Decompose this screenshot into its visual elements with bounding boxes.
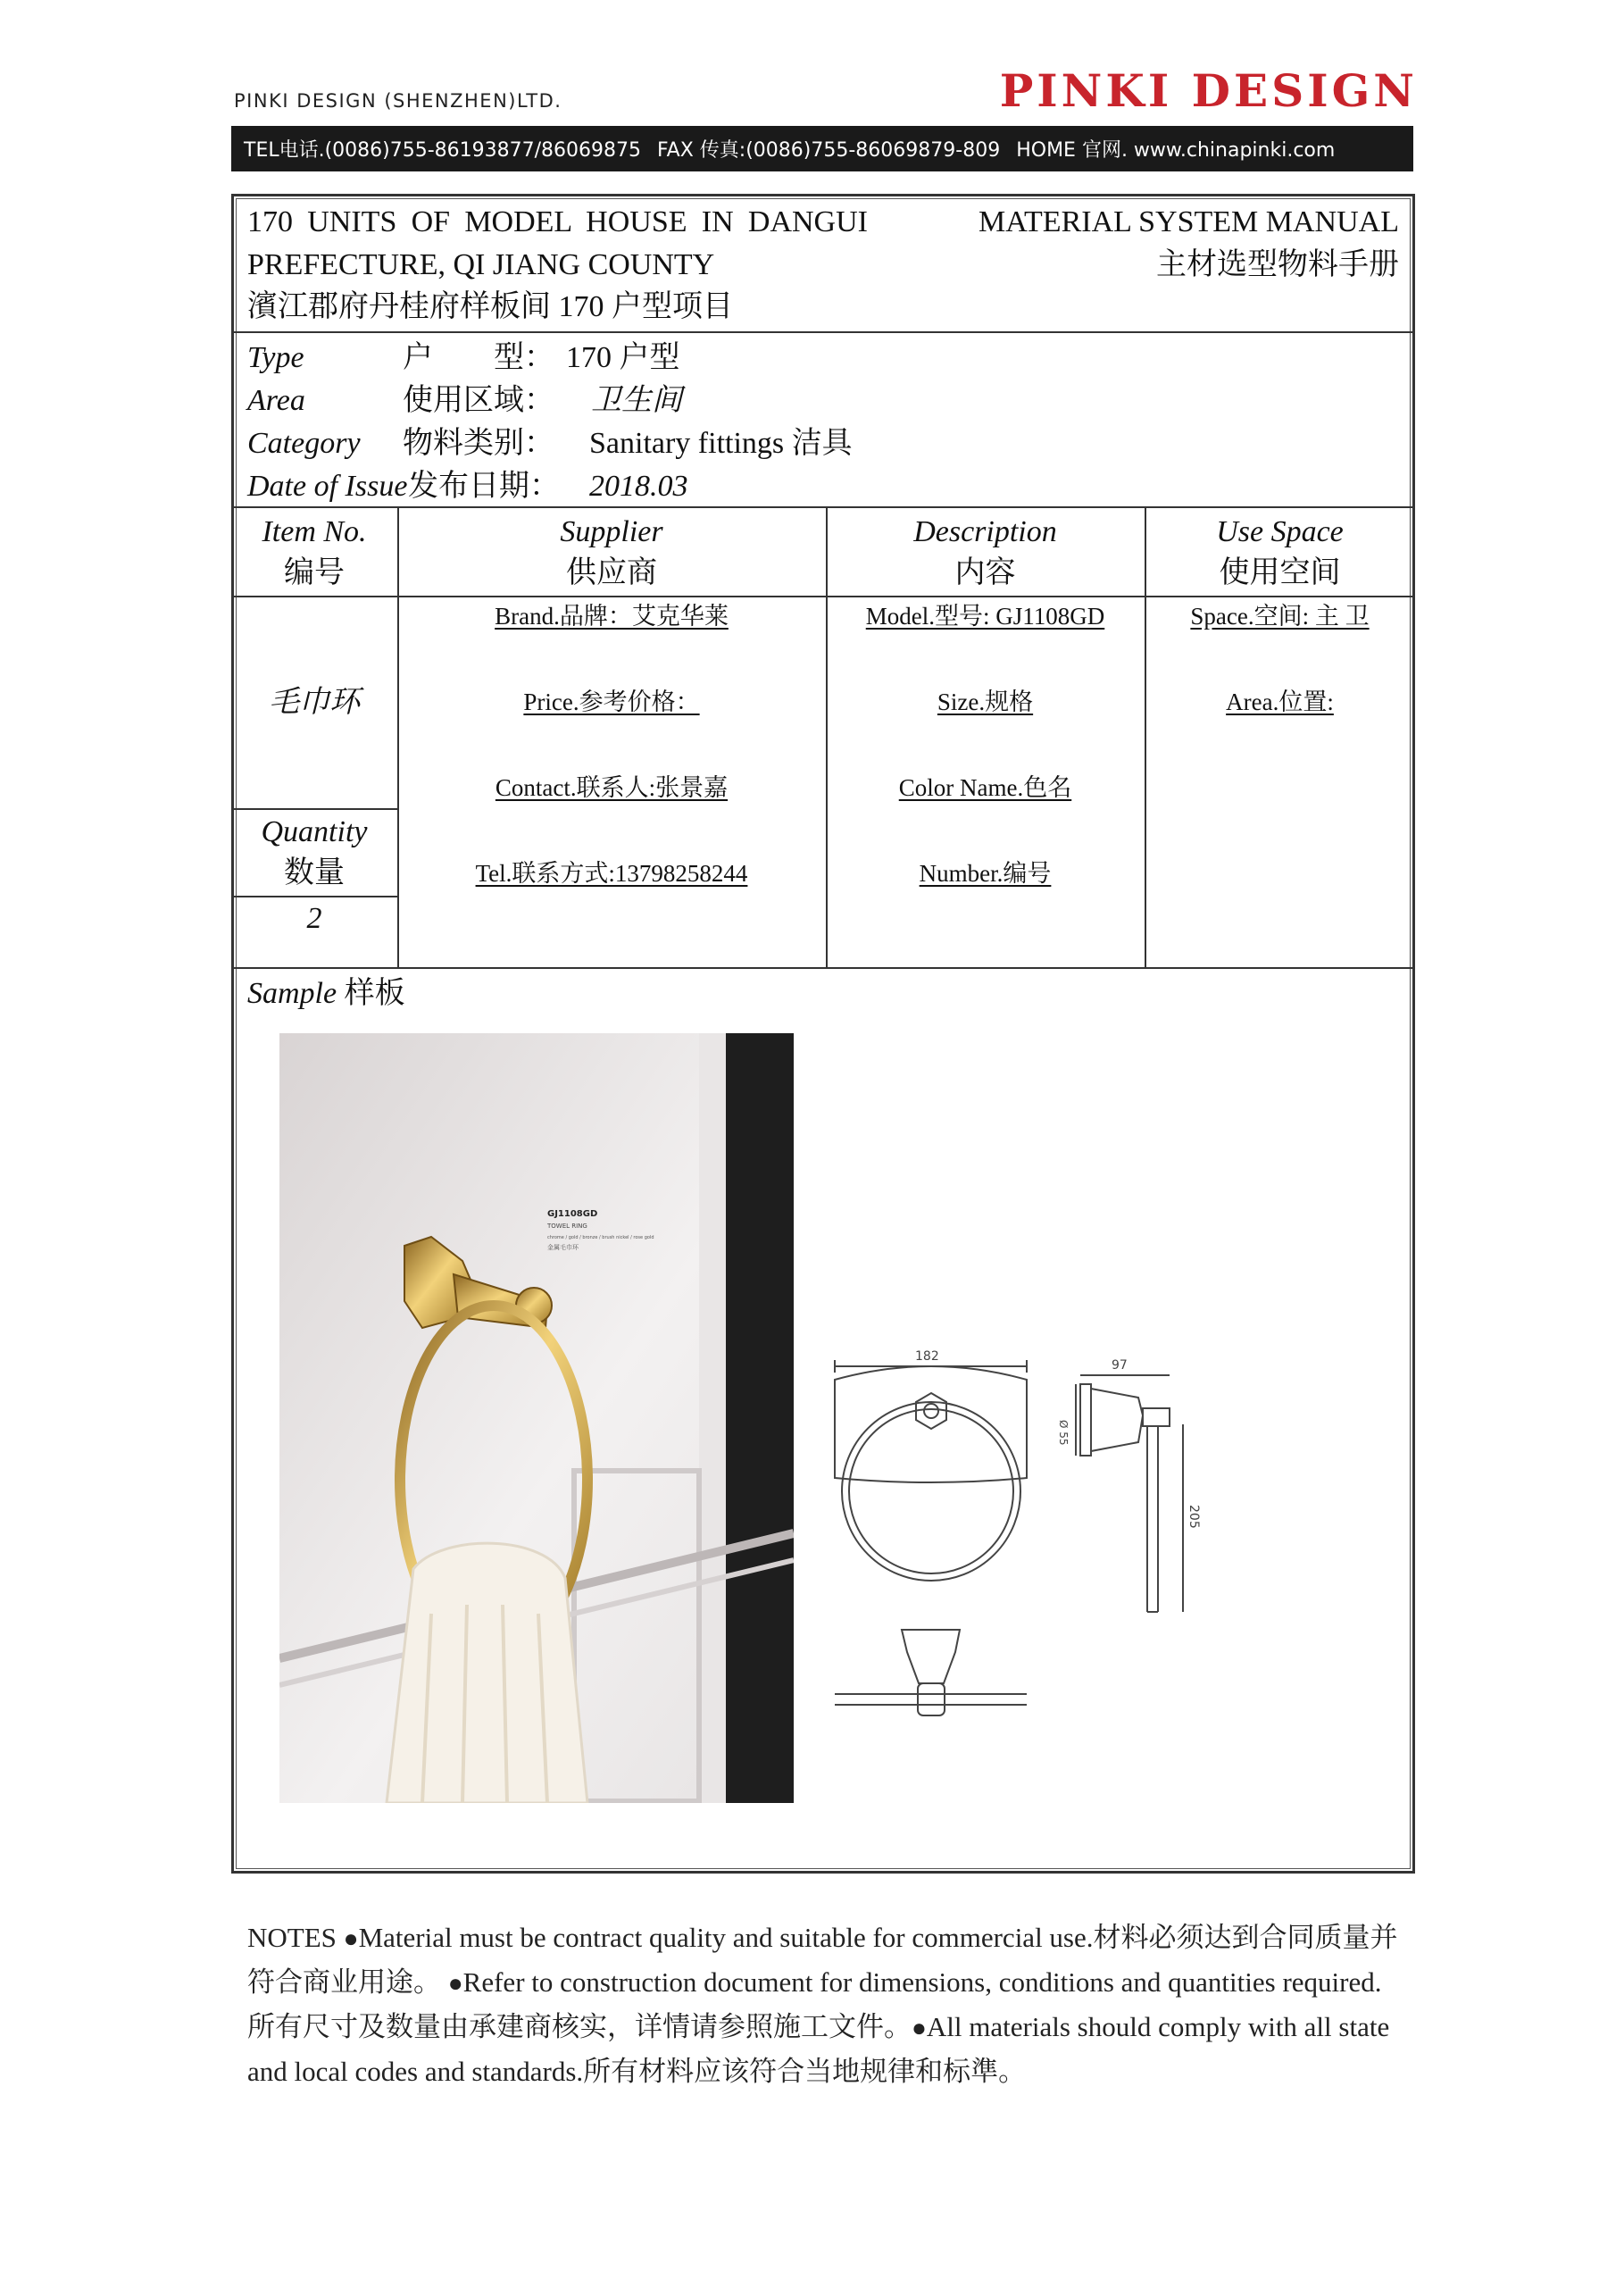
date-label-cn: 发布日期： bbox=[408, 470, 560, 503]
model-field: Model.型号: GJ1108GD bbox=[865, 603, 1105, 630]
space-field: Space.空间: 主 卫 bbox=[1190, 603, 1370, 630]
notes-heading: NOTES bbox=[247, 1922, 337, 1953]
dim-depth: 97 bbox=[1112, 1358, 1128, 1373]
contact-field: Contact.联系人:张景嘉 bbox=[495, 774, 729, 801]
divider bbox=[231, 967, 1415, 969]
photo-finish: chrome / gold / bronze / brush nickel / rose gold bbox=[547, 1235, 654, 1240]
sample-label-en: Sample bbox=[247, 977, 337, 1010]
tel-field: Tel.联系方式:13798258244 bbox=[475, 860, 748, 887]
brand-logo: PINKI DESIGN bbox=[999, 64, 1418, 117]
bullet-icon: ● bbox=[447, 1970, 463, 1998]
type-label: Type bbox=[247, 341, 304, 374]
col-description-cn: 内容 bbox=[954, 556, 1016, 589]
project-title-cn: 濱江郡府丹桂府样板间 170 户型项目 bbox=[247, 290, 733, 323]
manual-title-en: MATERIAL SYSTEM MANUAL bbox=[979, 205, 1399, 238]
date-value: 2018.03 bbox=[589, 470, 688, 503]
color-field: Color Name.色名 bbox=[898, 774, 1072, 801]
col-supplier-en: Supplier bbox=[560, 515, 663, 548]
note-2: Refer to construction document for dimensions, conditions and quantities required.所有尺寸及数量由承建商核实，详情请参照施工文件。 bbox=[247, 1966, 1382, 2042]
bullet-icon: ● bbox=[912, 2015, 927, 2042]
note-3: All materials should comply with all state and local codes and standards.所有材料应该符合当地规律和标準。 bbox=[247, 2011, 1390, 2087]
fax-text: FAX 传真:(0086)755-86069879-809 bbox=[657, 139, 1001, 162]
area-value: 卫生间 bbox=[591, 384, 682, 417]
date-label: Date of Issue bbox=[247, 470, 408, 503]
item-name: 毛巾环 bbox=[269, 686, 360, 719]
note-1: Material must be contract quality and suitable for commercial use.材料必须达到合同质量并符合商业用途。 bbox=[247, 1922, 1398, 1998]
project-title-en-1: 170 UNITS OF MODEL HOUSE IN DANGUI bbox=[247, 205, 868, 238]
manual-title-cn: 主材选型物料手册 bbox=[1156, 248, 1399, 281]
home-text: HOME 官网. www.chinapinki.com bbox=[1016, 139, 1336, 162]
product-photo bbox=[279, 1033, 794, 1803]
dim-base: Ø 55 bbox=[1057, 1420, 1070, 1446]
contact-bar bbox=[231, 126, 1413, 171]
dim-height: 205 bbox=[1187, 1505, 1201, 1529]
col-use-space-cn: 使用空间 bbox=[1219, 556, 1341, 589]
divider bbox=[231, 331, 1415, 333]
tel-text: TEL电话.(0086)755-86193877/86069875 bbox=[244, 139, 642, 162]
col-supplier-cn: 供应商 bbox=[566, 556, 657, 589]
category-value: Sanitary fittings 洁具 bbox=[589, 427, 853, 460]
quantity-label-cn: 数量 bbox=[284, 856, 345, 889]
photo-sub: TOWEL RING bbox=[547, 1223, 587, 1230]
photo-cn: 金属毛巾环 bbox=[547, 1244, 579, 1251]
category-label: Category bbox=[247, 427, 361, 460]
price-field: Price.参考价格： bbox=[523, 689, 700, 715]
col-item-cn: 编号 bbox=[284, 556, 345, 589]
number-field: Number.编号 bbox=[919, 860, 1052, 887]
area-field: Area.位置: bbox=[1226, 689, 1334, 715]
photo-code: GJ1108GD bbox=[547, 1209, 598, 1219]
type-label-cn: 户 型： bbox=[403, 341, 554, 374]
sample-label bbox=[247, 977, 405, 1010]
divider bbox=[231, 896, 397, 897]
col-use-space-en: Use Space bbox=[1216, 515, 1344, 548]
quantity-label-en: Quantity bbox=[261, 815, 368, 848]
col-item-en: Item No. bbox=[262, 515, 367, 548]
size-field: Size.规格 bbox=[937, 689, 1034, 715]
project-title-en-2: PREFECTURE, QI JIANG COUNTY bbox=[247, 248, 715, 281]
area-label-cn: 使用区域： bbox=[403, 384, 554, 417]
brand-field: Brand.品牌：艾克华莱 bbox=[495, 603, 729, 630]
technical-drawing bbox=[826, 1344, 1272, 1746]
type-value: 170 户型 bbox=[566, 341, 680, 374]
notes bbox=[247, 1916, 1399, 2093]
divider bbox=[231, 808, 397, 810]
divider bbox=[231, 596, 1415, 597]
divider bbox=[231, 506, 1415, 508]
company-name: PINKI DESIGN (SHENZHEN)LTD. bbox=[234, 90, 562, 112]
quantity-value: 2 bbox=[306, 902, 322, 935]
area-label: Area bbox=[247, 384, 305, 417]
bullet-icon: ● bbox=[343, 1925, 359, 1953]
sample-label-cn: 样板 bbox=[344, 977, 405, 1010]
category-label-cn: 物料类别： bbox=[403, 427, 554, 460]
dim-width: 182 bbox=[915, 1349, 939, 1364]
col-description-en: Description bbox=[913, 515, 1057, 548]
